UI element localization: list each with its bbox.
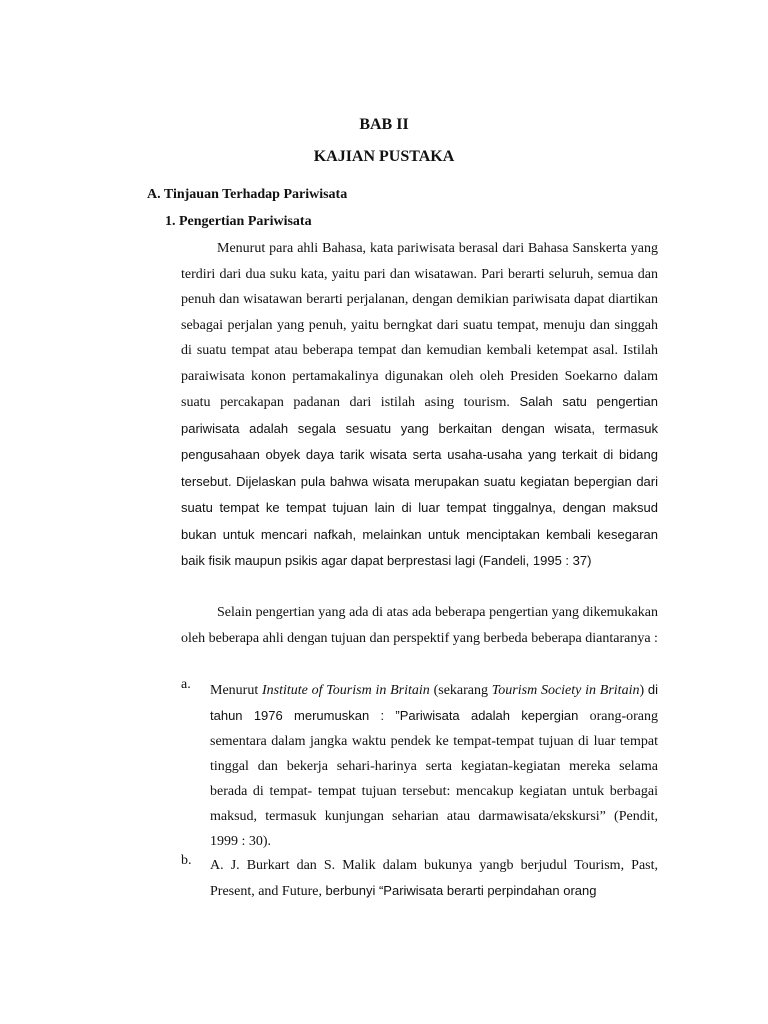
item-b-line2: berbunyi “Pariwisata berarti perpindahan orang [325,883,597,898]
list-marker-a: a. [181,677,191,692]
list-item-b [210,853,658,904]
item-a-quote-start: di tahun 1976 merumuskan : ”Pariwisata adalah kepergian [210,682,659,723]
section-heading-a: A. Tinjauan Terhadap Pariwisata [147,187,348,202]
item-a-institute: Institute of Tourism in Britain [262,683,430,698]
item-a-paren-open: (sekarang [433,683,488,698]
item-a-society: Tourism Society in Britain [491,683,640,698]
paragraph-2: Selain pengertian yang ada di atas ada beberapa pengertian yang dikemukakan oleh beberapa ahli dengan tujuan dan perspektif yang berbeda beberapa diantaranya : [181,605,658,646]
item-a-rest: orang-orang sementara dalam jangka waktu pendek ke tempat-tempat tujuan di luar tempat tinggal dan bekerja sehari-harinya serta kegiatan-kegiatan mereka selama berada di tempat- tempat tujuan tersebut: mencakup kegiatan untuk berbagai maksud, termasuk kunjungan seharian atau darmawisata/ekskursi” (Pendit, 1999 : 30). [210,709,658,849]
subsection-heading-1: 1. Pengertian Pariwisata [165,214,312,229]
item-b-line1: A. J. Burkart dan S. Malik dalam bukunya yangb berjudul Tourism, Past, Present, and Future, [210,858,658,899]
paragraph-1 [181,236,658,575]
list-item-a [210,677,658,854]
item-a-lead: Menurut [210,683,259,698]
paragraph-1-sans-text: Salah satu pengertian pariwisata adalah segala sesuatu yang berkaitan dengan wisata, termasuk pengusahaan obyek daya tarik wisata serta usaha-usaha yang terkait di bidang tersebut. Dijelaskan pula bahwa wisata merupakan suatu kegiatan bepergian dari suatu tempat ke tempat tujuan lain di luar tempat tinggalnya, dengan maksud bukan untuk mencari nafkah, melainkan untuk menciptakan kembali kesegaran baik fisik maupun psikis agar dapat berprestasi lagi (Fandeli, 1995 : 37) [181,394,658,568]
list-marker-b: b. [181,853,192,868]
chapter-title: BAB II [359,116,409,133]
chapter-subtitle: KAJIAN PUSTAKA [313,148,455,165]
item-a-paren-close: ) [639,683,645,698]
paragraph-1-serif-text: Menurut para ahli Bahasa, kata pariwisata berasal dari Bahasa Sanskerta yang terdiri dari dua suku kata, yaitu pari dan wisatawan. Pari berarti seluruh, semua dan penuh dan wisatawan berarti perjalanan, dengan demikian pariwisata dapat diartikan sebagai perjalan yang penuh, yaitu berngkat dari suatu tempat, menuju dan singgah di suatu tempat atau beberapa tempat dan kemudian kembali ketempat asal. Istilah paraiwisata konon pertamakalinya digunakan oleh oleh Presiden Soekarno dalam suatu percakapan padanan dari istilah asing tourism. [181,241,658,410]
